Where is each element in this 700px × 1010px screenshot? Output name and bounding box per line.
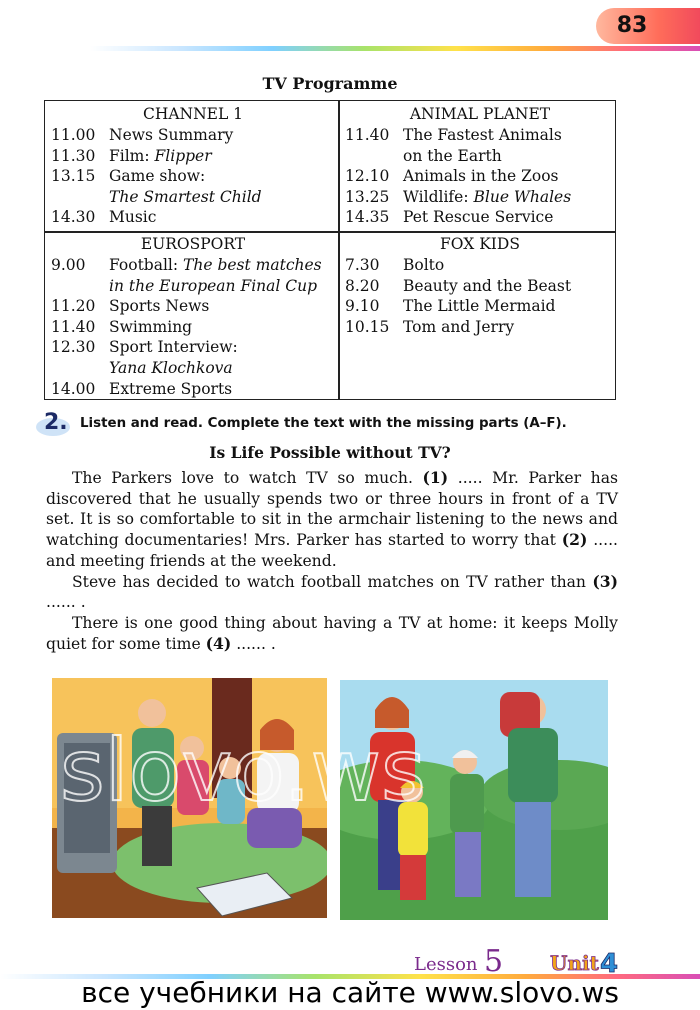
gap-marker: (3) [592,571,618,591]
programme-time: 10.15 [345,317,390,336]
unit-logo-label: Unit [550,951,599,975]
programme-row [345,255,615,276]
programme-row [345,187,615,208]
programme-row [345,296,615,317]
text-segment: ..... Mr. Parker has discovered that he usually spends two or three hours in front of a TV set. It is so comfortable to sit in the armchair listening to the news and watching documentaries! Mrs. Parker has started to worry that [46,469,619,550]
channel-name: FOX KIDS [440,235,520,253]
programme-row [345,317,615,338]
programme-show [109,146,212,167]
programme-show [403,187,571,208]
animal-planet-cell [345,104,615,228]
programme-time: 9.10 [345,297,380,316]
programme-show: Sports News [109,297,210,316]
programme-show: Swimming [109,317,193,336]
watermark-overlay-text: slovo.ws [60,721,426,821]
programme-time: 9.00 [51,256,86,274]
programme-show: News Summary [109,126,234,144]
paragraph [46,572,618,613]
reading-text-title: Is Life Possible without TV? [209,443,451,462]
programme-time: 8.20 [345,276,380,295]
channel-1-cell [51,104,335,228]
paragraph [46,613,618,654]
programme-time: 11.40 [51,317,96,336]
programme-row [51,379,335,400]
gap-marker: (1) [422,468,449,487]
paragraph [46,468,618,572]
programme-row [51,296,335,317]
unit-logo-number: 4 [600,949,619,978]
programme-row-continued [345,146,615,167]
programme-time: 13.25 [345,187,390,206]
family-illustration-svg [52,678,327,918]
programme-row [51,207,335,228]
programme-show-title: Yana Klochkova [109,358,233,377]
text-segment: The Parkers love to watch TV so much. [72,469,423,487]
family-watching-tv-illustration [52,678,327,918]
programme-time: 7.30 [345,256,380,274]
text-segment: Steve has decided to watch football matches on TV rather than [72,572,593,591]
programme-time: 14.35 [345,208,390,227]
programme-show-title: The Smartest Child [109,187,262,206]
programme-row [51,166,335,187]
exercise-instruction: Listen and read. Complete the text with the missing parts (A–F). [80,416,567,431]
family-hiking-illustration [340,680,608,920]
exercise-number: 2. [44,410,68,435]
tv-programme-title: TV Programme [262,74,398,93]
hiking-illustration-svg [340,680,608,920]
programme-row [51,146,335,167]
lesson-number: 5 [484,944,504,979]
programme-row [345,166,615,187]
site-watermark-footer: все учебники на сайте www.slovo.ws [81,976,619,1009]
programme-show-prefix: Film: [109,146,155,165]
eurosport-cell [51,234,335,399]
programme-time: 12.30 [51,338,96,357]
programme-show: on the Earth [403,146,502,165]
programme-show: The Little Mermaid [403,297,556,316]
programme-row-continued [51,276,335,297]
programme-show-title: Flipper [154,146,212,165]
reading-text [46,468,618,654]
programme-time: 13.15 [51,167,96,186]
unit-logo [540,944,632,978]
programme-row [345,276,615,297]
channel-name: CHANNEL 1 [142,105,244,123]
programme-time: 11.40 [345,126,390,144]
programme-show: Pet Rescue Service [403,208,554,227]
programme-time: 11.20 [51,297,96,316]
programme-time: 14.00 [51,379,96,398]
programme-show-prefix: Wildlife: [403,187,474,206]
text-segment: There is one good thing about having a TV at home: it keeps Molly quiet for some time [46,613,618,653]
programme-show: Game show: [109,167,206,186]
text-segment: ..... and meeting friends at the weekend. [46,531,618,570]
programme-row [51,337,335,358]
programme-show: Extreme Sports [109,379,233,398]
text-segment: ...... . [46,593,86,612]
programme-show [109,255,322,276]
programme-row-continued [51,187,335,208]
programme-time: 11.00 [51,126,96,144]
table-divider-vertical [338,101,340,399]
channel-name: EUROSPORT [140,235,246,253]
programme-time: 11.30 [51,146,96,165]
programme-show-title: Blue Whales [473,187,572,206]
programme-row [345,207,615,228]
programme-row [51,255,335,276]
page-number: 83 [616,13,648,38]
programme-row [51,317,335,338]
programme-show: Beauty and the Beast [403,276,572,295]
programme-time: 12.10 [345,167,390,186]
programme-row-continued [51,358,335,379]
fox-kids-cell [345,234,615,337]
programme-row [345,125,615,146]
table-divider-horizontal [45,231,615,233]
programme-show-title: The best matches [183,256,322,274]
header-rainbow-stripe [90,46,700,51]
channel-name: ANIMAL PLANET [409,105,551,123]
programme-show: Bolto [403,256,445,274]
programme-show: The Fastest Animals [403,126,562,144]
programme-time: 14.30 [51,208,96,227]
programme-show-prefix: Football: [109,256,184,274]
programme-row [51,125,335,146]
programme-show: Animals in the Zoos [403,167,559,186]
gap-marker: (2) [561,530,588,550]
programme-show-title: in the European Final Cup [109,276,318,295]
text-segment: ...... . [231,634,276,653]
programme-show: Tom and Jerry [403,317,515,336]
tv-programme-table [44,100,616,400]
lesson-label: Lesson [414,954,478,975]
programme-show: Sport Interview: [109,338,238,357]
programme-show: Music [109,208,157,227]
gap-marker: (4) [205,633,232,653]
